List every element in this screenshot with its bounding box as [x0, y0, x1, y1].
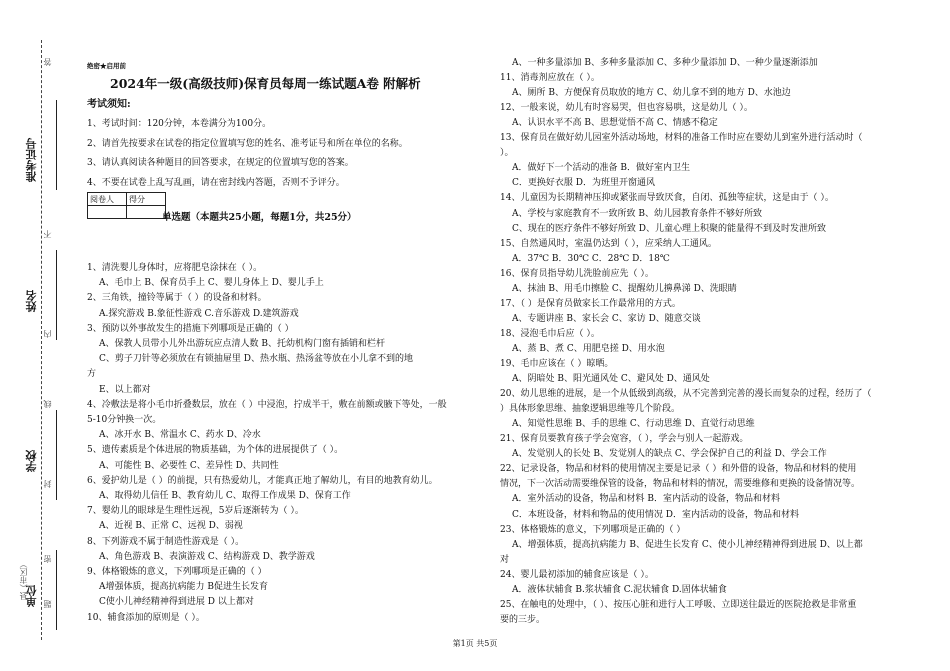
right-question-line: C．本班设备，材料和物品的使用情况 D．室内活动的设备，物品和材料 [512, 509, 799, 520]
notice-item: 1、考试时间：120分钟，本卷满分为100分。 [87, 119, 272, 129]
notice-heading: 考试须知: [87, 99, 131, 110]
seal-mark-1: 答 [43, 58, 52, 66]
right-question-line: 情况，下一次活动需要维保管的设备，物品和材料的情况，需要维修和更换的设备情况等。 [500, 479, 861, 490]
left-question-line: C使小儿神经精神得到进展 D 以上都对 [99, 597, 254, 608]
right-question-line: A．37℃ B．30℃ C．28℃ D．18℃ [512, 253, 670, 264]
right-question-line: 12、一般来说，幼儿有时容易哭，但也容易哄，这是幼儿（ ）。 [500, 103, 753, 114]
left-question-line: A、角色游戏 B、表演游戏 C、结构游戏 D、教学游戏 [99, 551, 315, 562]
left-question-line: 5-10分钟换一次。 [87, 415, 162, 425]
right-question-line: A、学校与家庭教育不一致所致 B、幼儿园教育条件不够好所致 [512, 208, 762, 219]
right-question-line: 23、体格锻炼的意义，下列哪项是正确的（ ） [500, 524, 686, 535]
right-question-line: 18、浸泡毛巾后应（ ）。 [500, 328, 600, 339]
right-question-line: 25、在触电的处理中，（ ）、按压心脏和进行人工呼吸、立即送往最近的医院抢救是非常重 [500, 599, 857, 610]
right-question-line: A、阴暗处 B、阳光通风处 C、避风处 D、通风处 [512, 374, 710, 385]
notice-item: 3、请认真阅读各种题目的回答要求，在规定的位置填写您的答案。 [87, 158, 354, 168]
right-question-line: A、抹油 B、用毛巾擦脸 C、提醒幼儿擤鼻涕 D、洗眼睛 [512, 283, 737, 294]
right-question-line: ）具体形象思维、抽象逻辑思维等几个阶段。 [500, 404, 681, 415]
right-question-line: A、蒸 B、煮 C、用肥皂搓 D、用水泡 [512, 343, 665, 354]
notice-item: 4、不要在试卷上乱写乱画，请在密封线内答题，否则不予评分。 [87, 177, 345, 188]
right-question-line: 22、记录设备，物品和材料的使用情况主要是记录（ ）和外借的设备，物品和材料的使用 [500, 464, 857, 475]
right-question-line: 16、保育员指导幼儿洗脸前应先（ ）。 [500, 268, 654, 279]
secret-mark: 绝密★启用前 [87, 62, 126, 70]
danwei-label: 单位 [25, 585, 38, 607]
seal-mark-2: 不 [43, 230, 52, 238]
right-question-line: 对 [500, 554, 510, 565]
right-question-line: 17、（ ）是保育员做家长工作最常用的方式。 [500, 298, 681, 309]
right-question-line: 要的三步。 [500, 614, 546, 625]
right-question-line: A、专题讲座 B、家长会 C、家访 D、随意交谈 [512, 313, 701, 324]
left-question-line: 6、爱护幼儿是（ ）的前提，只有热爱幼儿，才能真正地了解幼儿，有目的地教育幼儿。 [87, 475, 438, 486]
right-question-line: A．室外活动的设备，物品和材料 B．室内活动的设备，物品和材料 [512, 494, 780, 505]
right-question-line: A．液体状辅食 B.浆状辅食 C.泥状辅食 D.固体状辅食 [512, 584, 727, 595]
left-question-line: 9、体格锻炼的意义，下列哪项是正确的（ ） [87, 567, 267, 577]
left-question-line: 方 [87, 369, 97, 380]
zhunkao-label: 准考证号 [25, 138, 38, 182]
right-question-line: A、认识水平不高 B、思想觉悟不高 C、情感不稳定 [512, 118, 718, 129]
left-question-line: A、可能性 B、必要性 C、差异性 D、共同性 [99, 460, 279, 471]
right-question-line: 21、保育员要教育孩子学会宽容，（ ），学会与别人一起游戏。 [500, 434, 749, 445]
right-question-line: 11、消毒剂应放在（ ）。 [500, 73, 600, 84]
section-title: 单选题（本题共25小题，每题1分，共25分） [162, 212, 357, 223]
right-question-line: 15、自然通风时，室温仍达到（ ），应采纳人工通风。 [500, 238, 717, 249]
seal-mark-5: 封 [43, 480, 52, 488]
seal-mark-4: 线 [43, 400, 52, 408]
right-question-line: A、厕所 B、方便保育员取放的地方 C、幼儿拿不到的地方 D、水池边 [512, 88, 791, 99]
zhunkao-underline [56, 100, 57, 190]
right-question-line: ）。 [500, 148, 514, 159]
left-question-line: A、冰开水 B、常温水 C、药水 D、冷水 [99, 430, 261, 441]
right-question-line: C．更换好衣服 D．为班里开窗通风 [512, 178, 655, 189]
left-question-line: A、近视 B、正常 C、远视 D、弱视 [99, 521, 243, 532]
school-underline [56, 410, 57, 500]
right-question-line: 14、儿童因为长期精神压抑或紧张而导致厌食，自闭、孤独等症状，这是由于（ ）。 [500, 193, 834, 204]
seal-mark-6: 密 [43, 555, 52, 563]
right-question-line: A、增强体质，提高抗病能力 B、促进生长发育 C、使小儿神经精神得到进展 D、以上都 [512, 539, 863, 550]
left-question-line: A、保教人员带小儿外出游玩应点清人数 B、托幼机构门窗有插销和栏杆 [99, 339, 385, 349]
notice-item: 2、请首先按要求在试卷的指定位置填写您的姓名、准考证号和所在单位的名称。 [87, 138, 408, 149]
left-question-line: A.探究游戏 B.象征性游戏 C.音乐游戏 D.建筑游戏 [99, 308, 299, 319]
danwei-underline [56, 550, 57, 630]
left-question-line: 8、下列游戏不属于制造性游戏是（ ）。 [87, 536, 245, 547]
right-question-line: 20、幼儿思维的进展，是一个从低级到高级，从不完善到完善的漫长而复杂的过程，经历了（ [500, 389, 872, 400]
reviewer-cell: 阅卷人 [88, 193, 127, 206]
score-blank [127, 206, 166, 219]
right-question-line: A．做好下一个活动的准备 B．做好室内卫生 [512, 163, 690, 174]
score-cell: 得分 [127, 193, 166, 206]
left-question-line: E、以上都对 [99, 384, 151, 395]
seal-mark-3: 内 [43, 330, 52, 338]
name-label: 姓名 [25, 290, 38, 312]
left-question-line: 10、辅食添加的原则是（ ）。 [87, 612, 205, 623]
page-title: 2024年一级(高级技师)保育员每周一练试题A卷 附解析 [110, 76, 421, 91]
right-question-line: C、现在的医疗条件不够好所致 D、儿童心理上积聚的能量得不到及时发泄所致 [512, 223, 826, 234]
right-question-line: 24、婴儿最初添加的辅食应该是（ ）。 [500, 569, 654, 580]
strip-small-label: 题 [43, 600, 52, 608]
left-question-line: 5、遗传素质是个体进展的物质基础，为个体的进展提供了（ ）。 [87, 445, 344, 456]
left-question-line: C、剪子刀针等必须放在有锁抽屉里 D、热水瓶、热汤盆等放在小儿拿不到的地 [99, 354, 413, 365]
left-question-line: A、毛巾上 B、保育员手上 C、婴儿身体上 D、婴儿手上 [99, 278, 324, 289]
left-question-line: 1、清洗婴儿身体时，应将肥皂涂抹在（ ）。 [87, 263, 263, 273]
left-question-line: A增强体质，提高抗病能力 B促进生长发育 [99, 582, 268, 593]
county-label: 县（市区） [19, 560, 28, 600]
right-question-line: 19、毛巾应该在（ ）晾晒。 [500, 359, 614, 369]
score-table [87, 192, 166, 219]
right-question-line: A、知觉性思维 B、手的思维 C、行动思维 D、直觉行动思维 [512, 419, 755, 430]
left-question-line: 3、预防以外事故发生的措施下列哪项是正确的（ ） [87, 323, 294, 334]
binding-strip [19, 40, 62, 640]
right-question-line: A、一种多量添加 B、多种多量添加 C、多种少量添加 D、一种少量逐渐添加 [512, 58, 818, 68]
left-question-line: 7、婴幼儿的眼球是生理性远视，5岁后逐渐转为（ ）。 [87, 506, 304, 517]
left-question-line: 4、冷敷法是将小毛巾折叠数层，放在（ ）中浸泡，拧成半干，敷在前额或腋下等处，一般 [87, 399, 447, 410]
right-question-line: A、发觉别人的长处 B、发觉别人的缺点 C、学会保护自己的利益 D、学会工作 [512, 449, 827, 460]
reviewer-blank [88, 206, 127, 219]
name-underline [56, 250, 57, 340]
right-question-line: 13、保育员在做好幼儿园室外活动场地，材料的准备工作时应在婴幼儿到室外进行活动时（ [500, 133, 863, 144]
school-label: 学校 [25, 450, 38, 472]
page-footer: 第1页 共5页 [452, 639, 498, 648]
seal-line [41, 40, 42, 640]
left-question-line: 2、三角铁，撞铃等属于（ ）的设备和材料。 [87, 293, 267, 304]
left-question-line: A、取得幼儿信任 B、教育幼儿 C、取得工作成果 D、保育工作 [99, 491, 351, 501]
